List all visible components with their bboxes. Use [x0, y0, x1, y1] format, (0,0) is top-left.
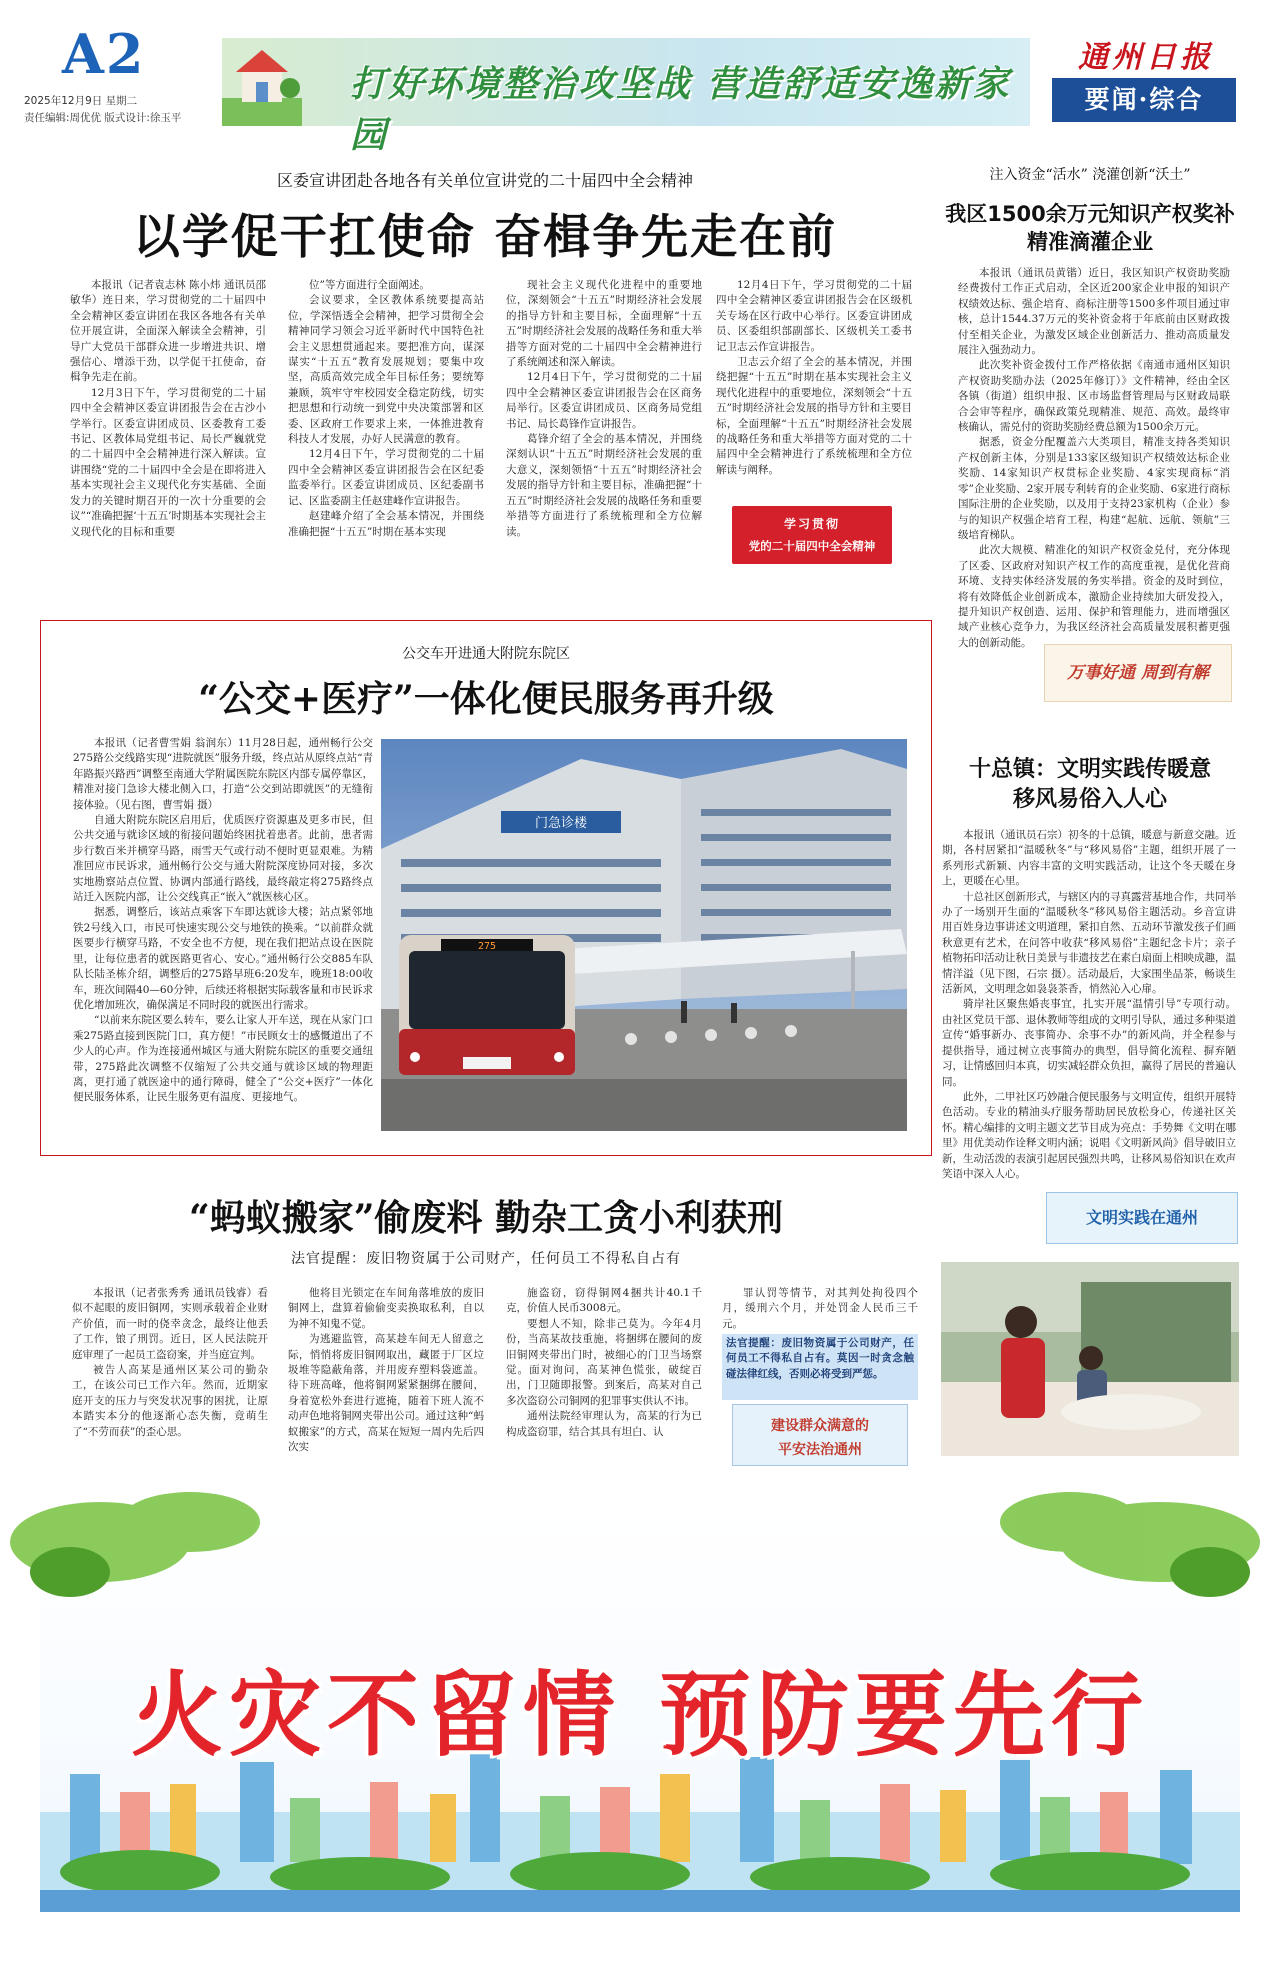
article-title: 以学促干扛使命 奋楫争先走在前: [132, 210, 838, 265]
study-badge: [732, 506, 892, 564]
article-col-3: [506, 1286, 702, 1486]
city-skyline: [40, 1752, 1240, 1912]
paragraph: 本报讯（记者袁志林 陈小炜 通讯员邵敏华）连日来，学习贯彻党的二十届四中全会精神区委宣讲团在我区各地各有关单位开展宣讲，全面深入解读全会精神，引导广大党员干部群众进一步增进共识、增强信心、增添干劲，以学促干扛使命，奋楫争先走在前。: [70, 279, 266, 384]
article-col-4: [722, 1286, 918, 1332]
law-badge: [732, 1404, 908, 1466]
badge-text: 文明实践在通州: [1085, 1208, 1198, 1227]
bus: [399, 935, 575, 1075]
paragraph: 本报讯（记者曹雪娟 翁润东）11月28日起，通州畅行公交275路公交线路实现“进院就医”服务升级，终点站从原终点站“青年路振兴路西”调整至南通大学附属医院东院区内部专属停靠区，精准对接门急诊大楼北侧入口，打造“公交到站即就医”的无缝衔接体验。（见右图，曹雪娟 摄）: [73, 737, 373, 811]
fire-safety-slogan: 火灾不留情 预防要先行: [130, 1662, 1150, 1769]
badge-line-2: 平安法治通州: [778, 1442, 862, 1458]
paragraph: “以前来东院区要么转车，要么让家人开车送，现在从家门口乘275路直接到医院门口，真方便！”市民顾女士的感慨道出了不少人的心声。作为连接通州城区与通大附院东院区的重要交通纽带，275路此次调整不仅缩短了公共交通与就诊区域的物理距离，更打通了就医途中的通行障碍，健全了“公交+医疗”一体化便民服务体系，让民生服务更有温度、更接地气。: [73, 1014, 373, 1104]
paper-name: 通州日报: [1078, 40, 1214, 75]
article-body: [73, 736, 373, 1146]
article-study-session: [40, 150, 930, 588]
article-title-line-1: 十总镇：文明实践传暖意: [968, 757, 1211, 782]
article-kicker: 区委宣讲团赴各地各有关单位宣讲党的二十届四中全会精神: [276, 171, 693, 190]
article-civilization: [940, 740, 1240, 1300]
paragraph: 他将目光锁定在车间角落堆放的废旧铜网上，盘算着偷偷变卖换取私利，自以为神不知鬼不觉。: [288, 1287, 484, 1330]
paragraph: 12月3日下午，学习贯彻党的二十届四中全会精神区委宣讲团报告会在古沙小学举行。区委宣讲团成员、区委教育工委书记、区教体局党组书记、局长严巍就党的二十届四中全会精神进行深入解读。宣讲围绕“党的二十届四中全会是在即将进入基本实现社会主义现代化夯实基础、全面发力的关键时期召开的一次十分重要的会议”“准确把握‘十五五’时期基本实现社会主义现代化的目标和重要: [70, 386, 266, 538]
article-bus-hospital: [40, 620, 932, 1156]
article-col-1: [70, 278, 266, 578]
paragraph: 骑岸社区聚焦婚丧事宜，扎实开展“温情引导”专项行动。由社区党员干部、退休教师等组成的文明引导队，通过多种渠道宣传“婚事新办、丧事简办、余事不办”的新风尚，并全程参与提供指导，通过树立丧事简办的典型，倡导简化流程、摒弃陋习，让情感回归本真，切实减轻群众负担，赢得了居民的普遍认同。: [942, 998, 1236, 1088]
section-label: 要闻·综合: [1084, 85, 1204, 114]
fire-safety-banner: [40, 1512, 1240, 1912]
issue-date: 2025年12月9日 星期二: [24, 95, 138, 107]
paragraph: 12月4日下午，学习贯彻党的二十届四中全会精神区委宣讲团报告会在区级机关专场在区行政中心举行。区委宣讲团成员、区委组织部副部长、区级机关工委书记卫志云作宣讲报告。: [716, 279, 912, 353]
article-col-2: [288, 1286, 484, 1486]
paragraph: 现社会主义现代化进程中的重要地位，深刻领会“十五五”时期经济社会发展的指导方针和主要目标，全面理解“十五五”时期经济社会发展的战略任务和重大举措等方面对党的二十届四中全会精神进行了系统阐述和深入解读。: [506, 279, 702, 369]
article-subtitle: 法官提醒：废旧物资属于公司财产，任何员工不得私自占有: [291, 1251, 681, 1267]
judge-warning: 法官提醒：废旧物资属于公司财产，任何员工不得私自占有。莫因一时贪念触碰法律红线，否则必将受到严惩。: [722, 1334, 918, 1400]
paragraph: 据悉，调整后，该站点乘客下车即达就诊大楼；站点紧邻地铁2号线入口，市民可快速实现公交与地铁的换乘。“以前群众就医要步行横穿马路，不安全也不方便，现在我们把站点设在医院里，让每位患者的就医路更省心、安心。”通州畅行公交885车队队长陆圣栋介绍，调整后的275路早班6:20发车，晚班18:00收车，班次间隔40—60分钟，后续还将根据实际载客量和市民诉求优化增加班次，确保满足不同时段的就医出行需求。: [73, 906, 373, 1011]
article-title-line-2: 精准滴灌企业: [1027, 230, 1153, 254]
civilization-badge: [1046, 1192, 1238, 1244]
tea-activity-photo: [941, 1262, 1239, 1456]
article-col-4: [716, 278, 912, 490]
house-illustration: [222, 38, 302, 126]
article-col-1: [72, 1286, 268, 1486]
slogan-text: 打好环境整治攻坚战 营造舒适安逸新家园: [350, 63, 1011, 156]
badge-text: 万事好通 周到有解: [1067, 663, 1209, 683]
paragraph: 12月4日下午，学习贯彻党的二十届四中全会精神区委宣讲团报告会在区纪委监委举行。区委宣讲团成员、区纪委副书记、区监委副主任赵建峰作宣讲报告。: [288, 448, 484, 507]
page-number: A2: [62, 22, 146, 86]
paragraph: 此次奖补资金拨付工作严格依据《南通市通州区知识产权资助奖励办法（2025年修订）》文件精神，经由全区各镇（街道）组织申报、区市场监督管理局与区财政局联合会审等程序，确保政策兑现精准、规范、高效。最终审核确认，需兑付的资助奖励经费总额为1500余万元。: [958, 359, 1230, 434]
svg-text:275: 275: [477, 941, 497, 952]
paragraph: 本报讯（记者张秀秀 通讯员钱睿）看似不起眼的废旧铜网，实则承载着企业财产价值，而一时的侥幸贪念，最终让他丢了工作，锒了刑罚。近日，区人民法院开庭审理了一起员工盗窃案，并当庭宣判。: [72, 1287, 268, 1361]
article-col-2: [288, 278, 484, 578]
paragraph: 此次大规模、精准化的知识产权资金兑付，充分体现了区委、区政府对知识产权工作的高度重视，是优化营商环境、支持实体经济发展的务实举措。资金的及时到位，将有效降低企业创新成本，激励企业持续加大研发投入，提升知识产权创造、运用、保护和管理能力，进而增强区域产业核心竞争力，为我区经济社会高质量发展积蓄更强大的创新动能。: [958, 544, 1230, 649]
paragraph: 据悉，资金分配覆盖六大类项目，精准支持各类知识产权创新主体，分别是133家区级知识产权绩效达标企业奖励、14家知识产权贯标企业奖励、4家实现商标“消零”企业奖励、2家开展专利转育的企业奖励、6家进行商标国际注册的企业奖励，以及用于支持23家机构（企业）参与的知识产权强企培育工程，构建“起航、远航、领航”三级培育梯队。: [958, 436, 1230, 541]
slogan-banner: [222, 38, 1030, 156]
paragraph: 罪认罚等情节，对其判处拘役四个月，缓刑六个月，并处罚金人民币三千元。: [722, 1287, 918, 1330]
photo-illustration: [381, 739, 907, 1131]
section-tab: [1052, 78, 1236, 122]
paragraph: 位”等方面进行全面阐述。: [309, 279, 430, 291]
building-sign: 门急诊楼: [534, 816, 588, 831]
paragraph: 本报讯（通讯员石宗）初冬的十总镇，暖意与新意交融。近期，各村居紧扣“温暖秋冬”与“移风易俗”主题，组织开展了一系列形式新颖、内容丰富的文明实践活动，让这个冬天暖在身上，更暖在心里。: [942, 829, 1236, 888]
paragraph: 本报讯（通讯员黄锴）近日，我区知识产权资助奖励经费拨付工作正式启动，全区近200家企业申报的知识产权绩效达标、强企培育、商标注册等1500多件项目通过审核，总计1544.37万元的奖补资金将于年底前由区财政拨付至相关企业，为激发区域企业创新活力、推动高质量发展注入强劲动力。: [958, 267, 1230, 357]
article-ip-subsidy: [940, 150, 1240, 720]
paragraph: 自通大附院东院区启用后，优质医疗资源惠及更多市民，但公共交通与就诊区域的衔接问题始终困扰着患者。此前，患者需步行数百米并横穿马路，雨雪天气或行动不便时更显艰难。为精准回应市民诉求，通州畅行公交与通大附院深度协同对接，多次实地勘察站点位置、协调内部通行路线，最终敲定将275路终点站迁入医院内部，让公交线真正“嵌入”就医核心区。: [73, 814, 373, 904]
editor-credits: 责任编辑:周优优 版式设计:徐玉平: [24, 112, 182, 124]
paragraph: 赵建峰介绍了全会基本情况，并围绕准确把握“十五五”时期在基本实现: [288, 510, 484, 538]
article-kicker: 注入资金“活水” 浇灌创新“沃土”: [989, 167, 1191, 183]
article-title: “蚂蚁搬家”偷废料 勤杂工贪小利获刑: [189, 1197, 783, 1239]
article-kicker: 公交车开进通大附院东院区: [402, 646, 570, 662]
article-title: “公交+医疗”一体化便民服务再升级: [198, 678, 774, 720]
article-title-line-1: 我区1500余万元知识产权奖补: [945, 202, 1235, 226]
service-badge: [1044, 644, 1232, 702]
hospital-bus-photo: [381, 739, 907, 1131]
badge-line-1: 建设群众满意的: [771, 1418, 869, 1434]
paragraph: 卫志云介绍了全会的基本情况，并围绕把握“十五五”时期在基本实现社会主义现代化进程中的重要地位，深刻领会“十五五”时期经济社会发展的指导方针和主要目标，全面理解“十五五”时期经济社会发展的战略任务和重大举措等方面对党的二十届四中全会精神进行了系统梳理和全方位解读与阐释。: [716, 356, 912, 476]
article-title-line-2: 移风易俗入人心: [1012, 787, 1167, 812]
article-col-3: [506, 278, 702, 578]
paragraph: 通州法院经审理认为，高某的行为已构成盗窃罪，结合其具有坦白、认: [506, 1410, 702, 1438]
article-theft-case: [40, 1168, 932, 1490]
paragraph: 为逃避监管，高某趁车间无人留意之际，悄悄将废旧铜网取出，藏匿于厂区垃圾堆等隐蔽角落，并用废弃塑料袋遮盖。待下班高峰，他将铜网紧紧捆绑在腰间，身着宽松外套进行遮掩，随着下班人流不动声色地将铜网夹带出公司。通过这种“蚂蚁搬家”的方式，高某在短短一周内先后四次实: [288, 1333, 484, 1454]
paragraph: 要想人不知，除非己莫为。今年4月份，当高某故技重施，将捆绑在腰间的废旧铜网夹带出门时，被细心的门卫当场察觉。面对询问，高某神色慌张，破绽百出，门卫随即报警。到案后，高某对自己多次盗窃公司铜网的犯罪事实供认不讳。: [506, 1317, 702, 1407]
photo-illustration: [941, 1262, 1239, 1456]
paragraph: 十总社区创新形式，与辖区内的寻真露营基地合作，共同举办了一场别开生面的“温暖秋冬”移风易俗主题活动。乡音宣讲用百姓身边事讲述文明道理，紧扣自然、五动环节激发孩子们画秋意更有艺术，在问答中收获“移风易俗”主题纪念卡片；亲子植物拓印活动让秋日美景与非遗技艺在素白扇面上相映成趣，温情洋溢（见下图，石宗 摄）。活动最后，大家围坐品茶，畅谈生活新风，文明理念如袅袅茶香，悄然沁入心扉。: [942, 890, 1236, 996]
paragraph: 会议要求，全区教体系统要提高站位，学深悟透全会精神，把学习贯彻全会精神同学习领会习近平新时代中国特色社会主义思想贯通起来。要把准方向，谋深谋实“十五五”教育发展规划；要集中攻坚，高质高效完成全年目标任务；要统筹兼顾，筑牢守牢校园安全稳定防线，切实把思想和行动统一到党中央决策部署和区委、区政府工作要求上来，一体推进教育科技人才发展，办好人民满意的教育。: [288, 294, 484, 446]
paragraph: 被告人高某是通州区某公司的勤杂工，在该公司已工作六年。然而，近期家庭开支的压力与突发状况事的困扰，让原本踏实本分的他逐渐心态失衡，竟萌生了“不劳而获”的歪心思。: [72, 1364, 268, 1438]
masthead: [0, 0, 1280, 156]
paragraph: 12月4日下午，学习贯彻党的二十届四中全会精神区委宣讲团报告会在区商务局举行。区委宣讲团成员、区商务局党组书记、局长葛锋作宣讲报告。: [506, 371, 702, 430]
paragraph: 葛锋介绍了全会的基本情况，并围绕深刻认识“十五五”时期经济社会发展的重大意义，深刻领悟“十五五”时期经济社会发展的指导方针和主要目标，准确把握“十五五”时期经济社会发展的战略任务和重要举措等方面进行了系统梳理和全方位解读。: [506, 433, 702, 538]
badge-line-2: 党的二十届四中全会精神: [748, 539, 876, 553]
paragraph: 施盗窃，窃得铜网4捆共计40.1千克，价值人民币3008元。: [506, 1287, 702, 1315]
paragraph: 此外，二甲社区巧妙融合便民服务与文明宣传，组织开展特色活动。专业的精油头疗服务帮助居民放松身心，传递社区关怀。精心编排的文明主题文艺节目成为亮点：手势舞《文明在哪里》用优美动作诠释文明内涵；说唱《文明新风尚》倡导破旧立新，生动活泼的表演引起居民强烈共鸣，让移风易俗知识在欢声笑语中深入人心。: [942, 1090, 1236, 1180]
badge-line-1: 学习贯彻: [783, 517, 840, 531]
